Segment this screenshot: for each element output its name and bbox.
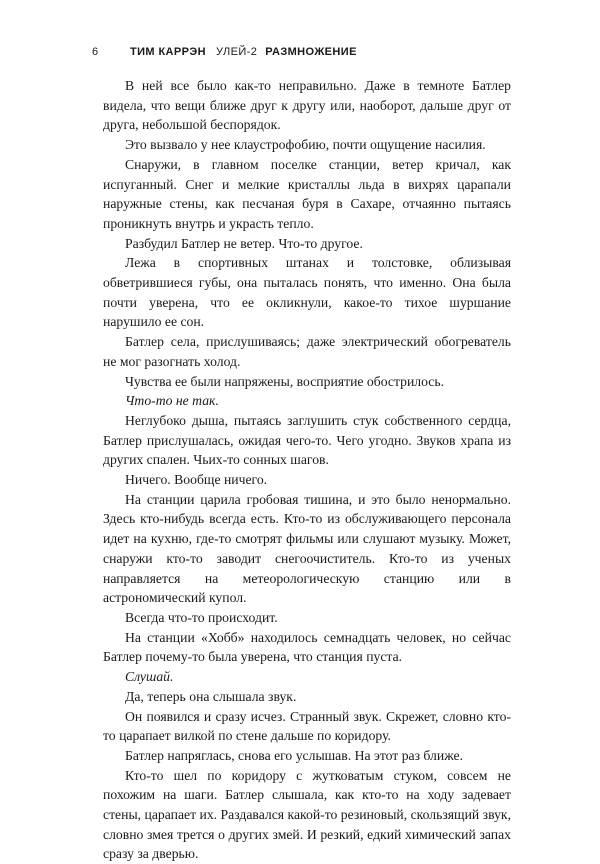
body-text bbox=[103, 76, 511, 864]
paragraph: Снаружи, в главном поселке станции, ветер кричал, как испуганный. Снег и мелкие кристаллы льда в вихрях царапали наружные стены, как песчаная буря в Сахаре, отчаянно пытаясь проникнуть внутрь и украсть тепло. bbox=[103, 156, 511, 231]
book-title: РАЗМНОЖЕНИЕ bbox=[265, 46, 357, 58]
author-name: ТИМ КАРРЭН bbox=[130, 46, 206, 58]
paragraph: На станции «Хобб» находилось семнадцать человек, но сейчас Батлер почему-то была уверена, что станция пуста. bbox=[103, 629, 511, 665]
running-header bbox=[92, 46, 357, 58]
paragraph: Он появился и сразу исчез. Странный звук. Скрежет, словно кто-то царапает вилкой по стене дальше по коридору. bbox=[103, 708, 511, 744]
italic-text: Слушай. bbox=[125, 669, 174, 685]
paragraph: Всегда что-то происходит. bbox=[125, 609, 278, 625]
paragraph: Да, теперь она слышала звук. bbox=[125, 688, 297, 704]
paragraph: Батлер напряглась, снова его услышав. На этот раз ближе. bbox=[125, 747, 463, 763]
paragraph: Батлер села, прислушиваясь; даже электрический обогреватель не мог разогнать холод. bbox=[103, 334, 511, 369]
italic-text: Что-то не так. bbox=[125, 393, 219, 409]
paragraph-italic bbox=[103, 667, 511, 687]
paragraph: Неглубоко дыша, пытаясь заглушить стук собственного сердца, Батлер прислушалась, ожидая чего-то. Чего угодно. Звуков храпа из других спален. Чьих-то сонных шагов. bbox=[103, 412, 511, 468]
paragraph-italic bbox=[103, 391, 511, 411]
paragraph: В ней все было как-то неправильно. Даже в темноте Батлер видела, что вещи ближе друг к другу или, наоборот, дальше друг от друга, небольшой беспорядок. bbox=[103, 78, 511, 133]
paragraph: Лежа в спортивных штанах и толстовке, облизывая обветрившиеся губы, она пыталась понять, что именно. Она была почти уверена, что ее окликнули, какое-то тихое шуршание нарушило ее сон. bbox=[103, 255, 511, 330]
paragraph: На станции царила гробовая тишина, и это было ненормально. Здесь кто-нибудь всегда есть. Кто-то из обслуживающего персонала идет на кухню, где-то смотрят фильмы или слушают музыку. Может, снаружи кто-то заводит снегоочиститель. Кто-то из ученых направляется на метеорологическую станцию или в астрономический купол. bbox=[103, 491, 511, 606]
paragraph: Кто-то шел по коридору с жутковатым стуком, совсем не похожим на шаги. Батлер слышала, как кто-то на ходу задевает стены, царапает их. Раздавался какой-то резиновый, скользящий звук, словно змея трется о других змей. И резкий, едкий химический запах сразу за дверью. bbox=[103, 767, 511, 862]
paragraph: Это вызвало у нее клаустрофобию, почти ощущение насилия. bbox=[125, 137, 486, 153]
paragraph: Разбудил Батлер не ветер. Что-то другое. bbox=[125, 235, 363, 251]
paragraph: Чувства ее были напряжены, восприятие обострилось. bbox=[125, 373, 445, 389]
series-name: УЛЕЙ-2 bbox=[215, 46, 258, 58]
page-number: 6 bbox=[92, 46, 99, 58]
paragraph: Ничего. Вообще ничего. bbox=[125, 472, 268, 488]
